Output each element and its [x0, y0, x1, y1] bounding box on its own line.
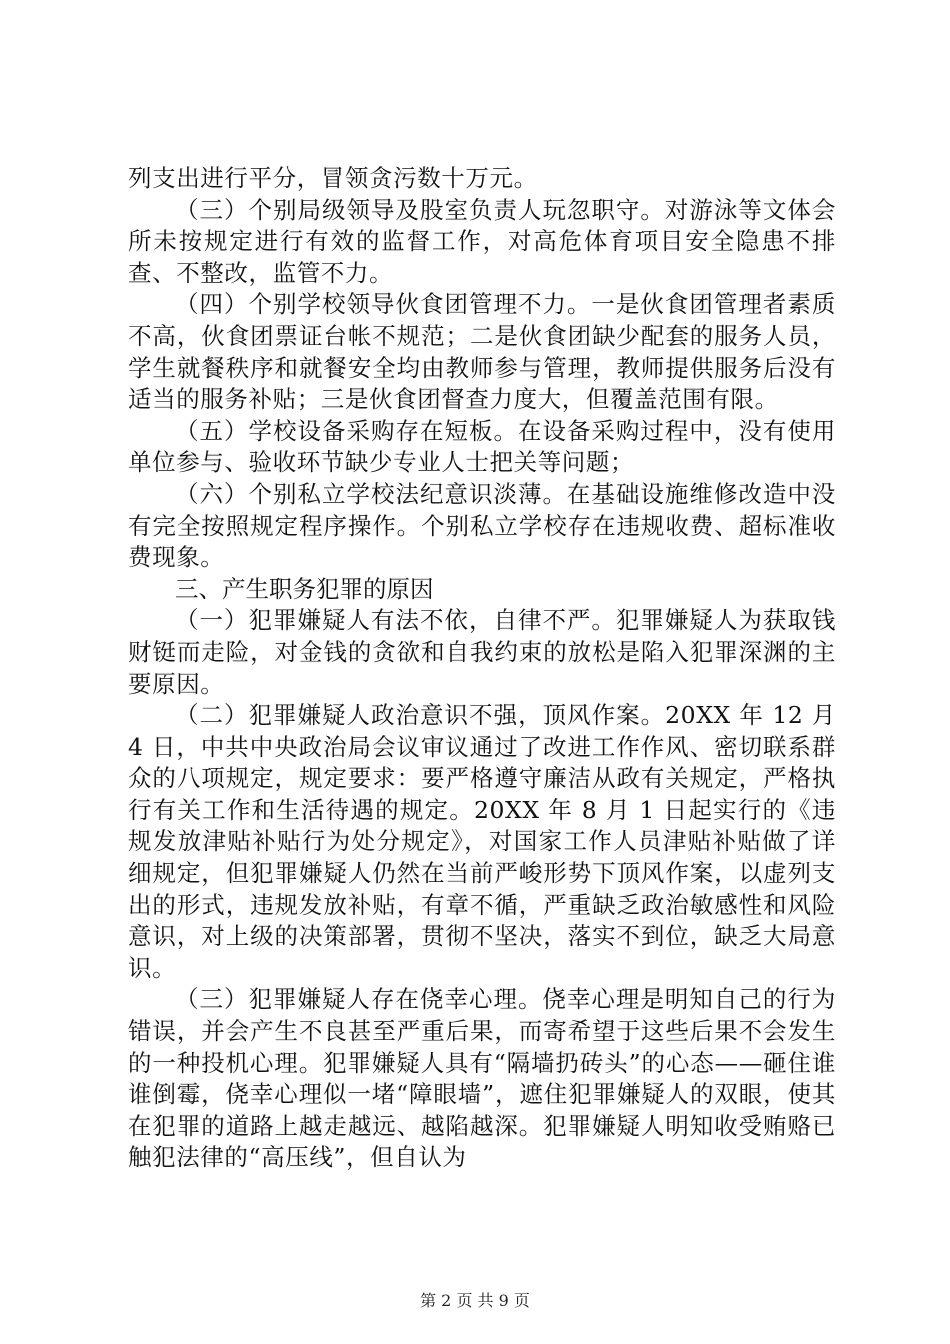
paragraph-cause-1: （一）犯罪嫌疑人有法不依，自律不严。犯罪嫌疑人为获取钱财铤而走险，对金钱的贪欲和自我约束的放松是陷入犯罪深渊的主要原因。	[128, 606, 836, 698]
paragraph-section-5: （五）学校设备采购存在短板。在设备采购过程中，没有使用单位参与、验收环节缺少专业人士把关等问题；	[128, 416, 836, 477]
paragraph-cause-3: （三）犯罪嫌疑人存在侥幸心理。侥幸心理是明知自己的行为错误，并会产生不良甚至严重后果，而寄希望于这些后果不会发生的一种投机心理。犯罪嫌疑人具有“隔墙扔砖头”的心态——砸住谁谁倒霉，侥幸心理似一堵“障眼墙”，遮住犯罪嫌疑人的双眼，使其在犯罪的道路上越走越远、越陷越深。犯罪嫌疑人明知收受贿赂已触犯法律的“高压线”，但自认为	[128, 985, 836, 1172]
paragraph-section-3: （三）个别局级领导及股室负责人玩忽职守。对游泳等文体会所未按规定进行有效的监督工作，对高危体育项目安全隐患不排查、不整改，监管不力。	[128, 195, 836, 287]
paragraph-cause-2: （二）犯罪嫌疑人政治意识不强，顶风作案。20XX 年 12 月 4 日，中共中央政治局会议审议通过了改进工作作风、密切联系群众的八项规定，规定要求：要严格遵守廉洁从政有关规定，严格执行有关工作和生活待遇的规定。20XX 年 8 月 1 日起实行的《违规发放津贴补贴行为处分规定》，对国家工作人员津贴补贴做了详细规定，但犯罪嫌疑人仍然在当前严峻形势下顶风作案，以虚列支出的形式，违规发放补贴，有章不循，严重缺乏政治敏感性和风险意识，对上级的决策部署，贯彻不坚决，落实不到位，缺乏大局意识。	[128, 701, 836, 982]
paragraph-continued: 列支出进行平分，冒领贪污数十万元。	[128, 164, 538, 192]
page-number-footer: 第 2 页 共 9 页	[420, 1291, 530, 1310]
document-body	[128, 163, 836, 1174]
paragraph-section-6: （六）个别私立学校法纪意识淡薄。在基础设施维修改造中没有完全按照规定程序操作。个别私立学校存在违规收费、超标准收费现象。	[128, 479, 836, 572]
paragraph-section-4: （四）个别学校领导伙食团管理不力。一是伙食团管理者素质不高，伙食团票证台帐不规范；二是伙食团缺少配套的服务人员，学生就餐秩序和就餐安全均由教师参与管理，教师提供服务后没有适当的服务补贴；三是伙食团督查力度大，但覆盖范围有限。	[128, 290, 836, 414]
section-heading-causes: 三、产生职务犯罪的原因	[175, 574, 434, 603]
